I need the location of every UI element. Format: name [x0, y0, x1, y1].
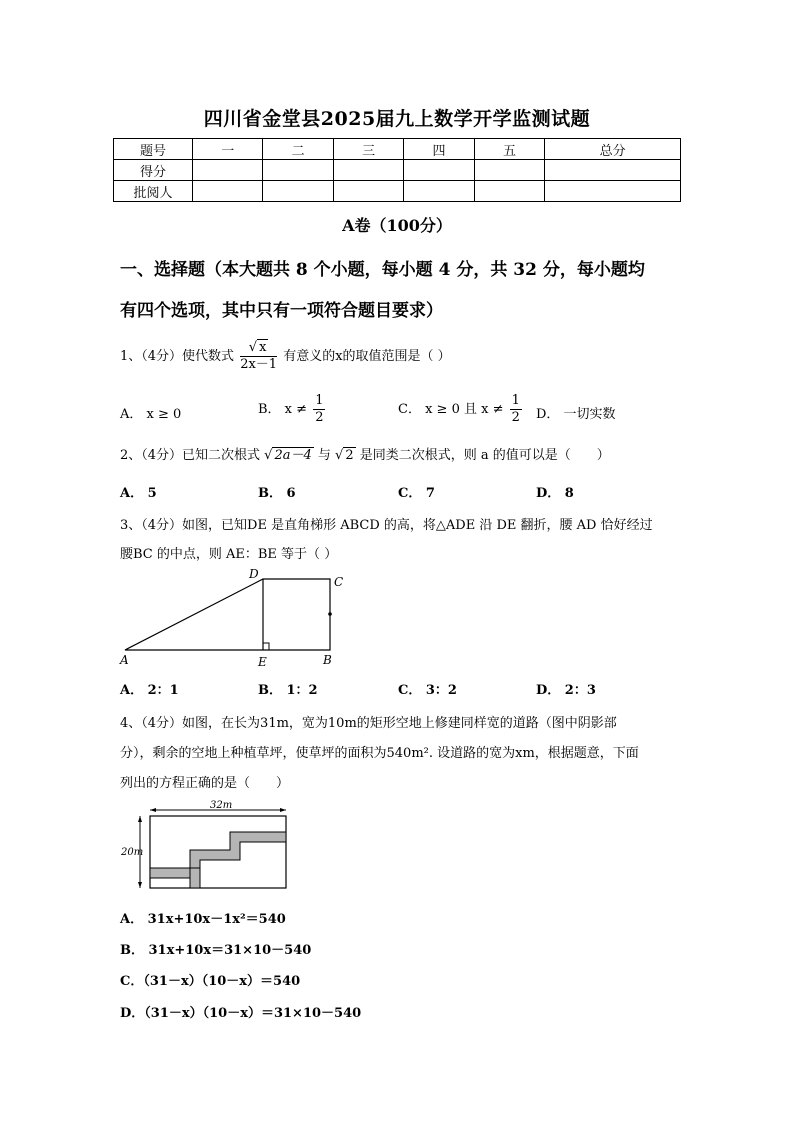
question-1 — [120, 340, 451, 373]
score-table — [113, 138, 681, 202]
table-cell: 二 — [263, 139, 333, 160]
option-a: A． 5 — [120, 486, 157, 501]
label-b: B — [323, 653, 332, 667]
midpoint-bc — [328, 612, 332, 616]
option-text: C． x ≥ 0 且 x ≠ — [398, 402, 504, 417]
table-cell — [404, 160, 474, 181]
option-c: C．（31－x）（10－x）＝540 — [120, 974, 301, 989]
table-cell: 批阅人 — [114, 181, 193, 202]
radicand: 2 — [345, 448, 354, 463]
table-cell — [474, 160, 544, 181]
label-a: A — [120, 653, 129, 667]
table-cell — [545, 160, 681, 181]
option-c: C． 3：2 — [398, 683, 457, 698]
page-title: 四川省金堂县2025届九上数学开学监测试题 — [203, 108, 591, 130]
question-text: 是同类二次根式，则 a 的值可以是（ ） — [359, 448, 610, 463]
table-row — [114, 139, 681, 160]
option-c: C． 7 — [398, 486, 435, 501]
table-cell — [193, 160, 263, 181]
table-cell: 三 — [333, 139, 403, 160]
option-a: A． x ≥ 0 — [120, 407, 182, 422]
top-dimension-label: 32m — [210, 800, 233, 811]
trapezoid-figure — [118, 566, 348, 671]
question-3-cont: 腰BC 的中点，则 AE：BE 等于（ ） — [120, 547, 338, 562]
question-text: 有意义的x的取值范围是（ ） — [283, 349, 451, 364]
numerator: 1 — [315, 393, 324, 408]
option-d: D． 8 — [536, 486, 574, 501]
table-cell: 一 — [193, 139, 263, 160]
table-cell: 五 — [474, 139, 544, 160]
option-text: B． x ≠ — [258, 402, 308, 417]
arrow-left — [150, 808, 156, 812]
road-figure — [118, 800, 298, 896]
option-d: D．（31－x）（10－x）＝31×10－540 — [120, 1006, 362, 1021]
label-d: D — [249, 567, 259, 581]
question-4-cont: 分），剩余的空地上种植草坪，使草坪的面积为540m². 设道路的宽为xm，根据题意，下面 — [120, 746, 639, 761]
road-shaded — [150, 832, 286, 878]
fraction — [313, 393, 325, 426]
question-text: 1、（4分）使代数式 — [120, 349, 235, 364]
question-text: 2、（4分）已知二次根式 — [120, 448, 261, 463]
label-e: E — [258, 655, 267, 669]
table-cell — [263, 181, 333, 202]
option-d: D． 2：3 — [536, 683, 596, 698]
table-row — [114, 181, 681, 202]
table-cell — [193, 181, 263, 202]
table-cell — [474, 181, 544, 202]
denominator: 2 — [315, 410, 324, 425]
label-c: C — [334, 575, 344, 589]
volume-heading: A卷（100分） — [342, 216, 452, 235]
radicand: 2a－4 — [274, 448, 312, 463]
option-d: D． 一切实数 — [536, 407, 616, 422]
right-angle-mark — [263, 643, 269, 650]
section-heading: 有四个选项，其中只有一项符合题目要求） — [120, 301, 443, 321]
arrow-down — [138, 882, 142, 888]
section-heading: 一、选择题（本大题共 8 个小题，每小题 4 分，共 32 分，每小题均 — [120, 260, 645, 280]
arrow-right — [280, 808, 286, 812]
table-cell: 题号 — [114, 139, 193, 160]
left-dimension-label: 20m — [121, 847, 144, 858]
option-b: B． 1：2 — [258, 683, 318, 698]
arrow-up — [138, 816, 142, 822]
question-4: 4、（4分）如图，在长为31m，宽为10m的矩形空地上修建同样宽的道路（图中阴影部 — [120, 716, 617, 731]
numerator: 1 — [511, 393, 520, 408]
fraction — [510, 393, 522, 426]
table-cell: 四 — [404, 139, 474, 160]
option-b: B． 6 — [258, 486, 296, 501]
table-cell: 得分 — [114, 160, 193, 181]
option-a: A． 2：1 — [120, 683, 179, 698]
table-cell — [545, 181, 681, 202]
option-b: B． 31x+10x＝31×10－540 — [120, 943, 312, 958]
trapezoid-abcd — [125, 579, 330, 650]
table-cell — [263, 160, 333, 181]
table-cell — [404, 181, 474, 202]
question-3: 3、（4分）如图，已知DE 是直角梯形 ABCD 的高，将△ADE 沿 DE 翻折，腰 AD 恰好经过 — [120, 518, 653, 533]
denominator: 2 — [511, 410, 520, 425]
table-cell — [333, 160, 403, 181]
option-c — [398, 393, 524, 426]
option-b — [258, 393, 327, 426]
table-row — [114, 160, 681, 181]
denominator: 2x－1 — [240, 357, 278, 372]
radicand: x — [259, 340, 267, 355]
question-text: 与 — [317, 448, 331, 463]
road-shaded-vertical — [190, 868, 200, 888]
table-cell: 总分 — [545, 139, 681, 160]
fraction: $\frac{√ x}{2x-1}$ — [240, 340, 278, 372]
table-cell — [333, 181, 403, 202]
option-a: A． 31x+10x－1x²＝540 — [120, 912, 286, 927]
question-2: 2、（4分）已知二次根式 √ 2a－4 与 √ 2 是同类二次根式，则 a 的值可以是（ ） — [120, 448, 610, 463]
question-4-cont: 列出的方程正确的是（ ） — [120, 776, 290, 791]
